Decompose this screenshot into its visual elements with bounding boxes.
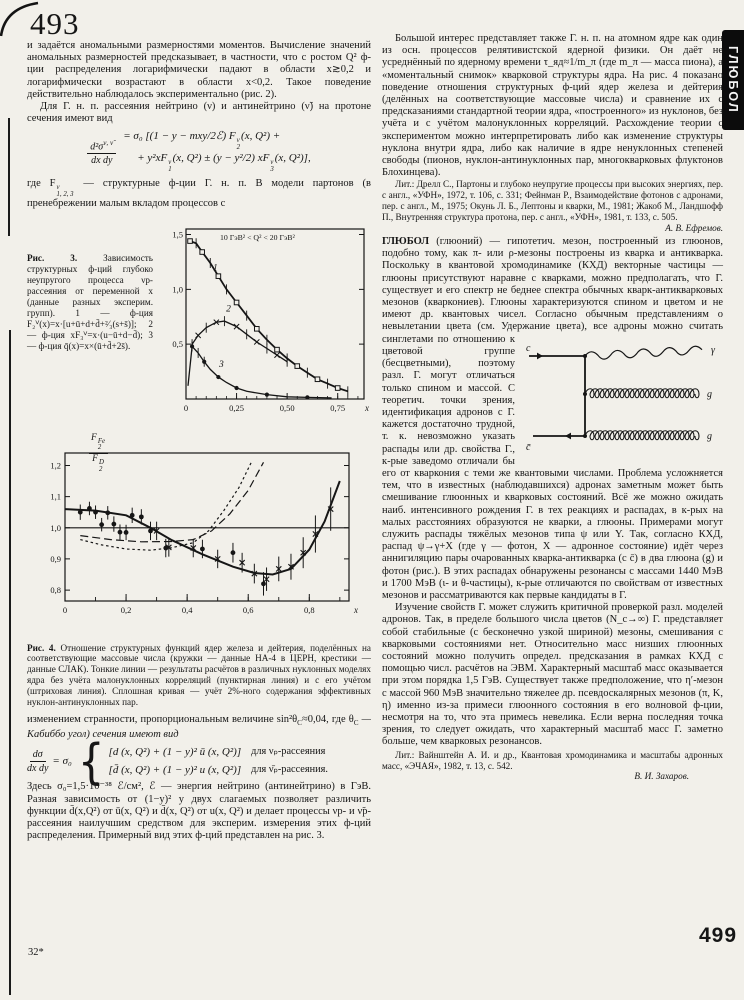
svg-text:0,6: 0,6 [242,604,254,615]
structure-functions-chart [158,215,371,433]
svg-text:0: 0 [62,604,68,615]
svg-text:g: g [707,388,712,400]
fraction: $\frac{d\sigma}{\text{dx dy}}$ [27,749,49,775]
fraction: $\frac{d^2\sigma^{\nu, \nũ}}{\text{dx dy}}$ [87,138,116,166]
svg-text:x: x [354,604,358,615]
svg-text:1,5: 1,5 [172,229,183,240]
feynman-diagram [521,336,723,458]
figure-4 [27,432,371,641]
scan-edge-line [8,118,10,236]
svg-text:0,4: 0,4 [181,604,193,615]
svg-text:γ: γ [711,344,715,356]
svg-text:c: c [526,342,531,354]
fe-d-ratio-chart [27,443,361,639]
author-signature: В. И. Захаров. [634,771,689,782]
paragraph: изменением странности, пропорциональным величине $\sin^2\theta_C\approx 0,04$, где $\theta_C$ — Кабиббо угол) сечения имеют вид [27,713,372,741]
paragraph: Здесь σ₀=1,5·10⁻³⁸ ℰ/см², ℰ — энергия нейтрино (антинейтрино) в ГэВ. Разная зависимость от (1−y)² у двух слагаемых позволяет различить функции d̄(x,Q²) от ū(x, Q²) и d̄(x, Q²) от u(x, Q²) и делает процессы νp- и ν̃p-рассеяния наилучшим средством для эксперим. измерения этих ф-ций распределения. Примерный вид этих ф-ций представлен на рис. 3. [27,781,371,842]
svg-text:g: g [707,430,712,442]
right-column [382,33,723,782]
svg-text:0: 0 [183,402,189,413]
printers-signature-mark: 32* [28,947,44,958]
svg-text:1: 1 [212,263,218,274]
svg-text:0,8: 0,8 [50,584,61,595]
literature-reference: Лит.: Вайнштейн А. И. и др., Квантовая хромодинамика и масштабы адронных масс, «ЭЧАЯ», 1982, т. 13, с. 542. [382,749,723,771]
svg-text:1,1: 1,1 [50,491,61,502]
cross-section-formula: $\frac{d^2\sigma^{\nu, \nũ}}{\text{dx dy}}$ = σ₀ [(1 − y − mxy/2ℰ) F ν 2 (x, Q²) + + y²xF ν 1 (x, Q²) ± (y − y²/2) xF ν 3 (x, Q²)], [27,130,371,173]
svg-text:3: 3 [219,359,224,370]
paragraph: где F ν 1, 2, 3 — структурные ф-ции Г. н. п. В модели партонов (в пренебрежении малым вкладом процессов с [27,177,371,210]
article-headword: ГЛЮБОЛ [382,236,430,248]
figure-4-caption: Рис. 4. Отношение структурных функций ядер железа и дейтерия, поделённых на соответствующие массовые числа (кружки — данные НА-4 в ЦЕРН, крестики — данные СЛАК). Тонкие линии — результаты расчётов в различных нуклонных моделях ядра без учёта малонуклонных корреляций (пунктирная линия) и с его учётом (штриховая линия). Сплошная кривая — учёт 2%-ного содержания эффективных нуклон-антинуклонных пар. [27,642,371,708]
page-number-right: 499 [699,924,738,947]
figure-3-caption: Рис. 3. Зависимость структурных ф-ций глубоко неупругого процесса νp-рассеяния от переменной x (данные разных эксперим. групп). 1 — ф-ция F₂ⱽ(x)=x·[u+ū+d+d̄+²⁄₃(s+s̄)]; 2 — ф-ция xF₃ⱽ=x·(u−ū+d−d̄); 3 — ф-ция q̄(x)=x×(ū+d̄+2s̄). [27,252,153,351]
paragraph: и задаётся аномальными размерностями моментов. Вычисление значений аномальных размерностей предсказывает, в частности, что с ростом Q² ф-ции распределения логарифмически падают в области x≳0,2 и логарифмически возрастают в области x<0,2. Такое поведение действительно наблюдалось экспериментально (рис. 2). [27,40,371,100]
svg-text:0,50: 0,50 [279,402,295,413]
left-column [27,40,371,843]
literature-reference: Лит.: Дрелл С., Партоны и глубоко неупругие процессы при высоких энергиях, пер. с англ., «УФН», 1972, т. 106, с. 331; Фейнман Р., Взаимодействие фотонов с адронами, пер. с англ., М., 1975; Окунь Л. Б., Лептоны и кварки, М., 1981; Жакоб М., Ландшофф П., Внутренняя структура протона, пер. с англ., «УФН», 1981, т. 133, с. 505. [382,179,723,223]
thumb-index-tab [722,30,744,130]
svg-text:0,9: 0,9 [50,553,61,564]
paragraph: Изучение свойств Г. может служить критичной проверкой разл. моделей адронов. Так, в пределе большого числа цветов (N_c→∞) Г. представляет собой стабильные (с бесконечно узкой шириной) мезоны, смешивания с кварковыми состояниями нет. Относительно масс низших глюонных состояний можно получить определ. предсказания в рамках КХД с помощью числ. расчётов на ЭВМ. Характерный масштаб масс оказывается при этом порядка 1,5 ГэВ. Существует также предположение, что η′-мезон с массой 960 МэВ значительно тяжелее др. псевдоскалярных мезонов (π, K, η) именно из-за примеси глюонного состояния в его волновой ф-ции, несмотря на то, что эта примесь невелика. Если верна последняя точка зрения, то следует ожидать, что характерный масштаб масс Г. заметно больше, чем кварковых резонансов. [382,602,723,748]
svg-text:0,75: 0,75 [330,402,346,413]
svg-text:2: 2 [226,303,231,314]
svg-text:1,0: 1,0 [50,522,61,533]
page-curl-mark [0,0,44,44]
svg-text:0,2: 0,2 [120,604,132,615]
scan-edge-line [9,330,11,995]
curly-brace: { [77,733,105,791]
page-number-left: 493 [30,6,80,41]
thumb-index-label: ГЛЮБОЛ [726,46,740,114]
svg-text:0,25: 0,25 [229,402,245,413]
svg-text:c̄: c̄ [526,441,531,453]
paragraph: Большой интерес представляет также Г. н. п. на атомном ядре как один из осн. процессов релятивистской ядерной физики. Он даёт не усреднённый по ядерному времени τ_яд≈1/m_π (где m_π — масса пиона), а «моментальный снимок» кварковой структуры ядра. На рис. 4 показано поведение отношения структурных ф-ций ядер железа и дейтерия (делённых на соответствующие массовые числа) и сравнение их с предсказаниями стандартной теории ядра, «построенного» из нуклонов, без учёта и с учётом малонуклонных корреляций. Расхождение теории с экспериментом можно интерпретировать либо как изменение структуры нуклона внутри ядра, либо как наличие в ядре ненуклонных степеней свободы (пионов, нуклон-антинуклонных пар, многокварковых флуктонов Блохинцева). [382,33,723,179]
neutrino-cases-formula: $\frac{d\sigma}{\text{dx dy}}$ = σ₀ { [d (x, Q²) + (1 − y)² ū (x, Q²)] для νₚ-рассеяния [d̄ (x, Q²) + (1 − y)² u (x, Q²)] для ν̄ₚ-рассеяния. [27,733,328,791]
svg-text:1,0: 1,0 [172,283,183,294]
svg-text:0,8: 0,8 [303,604,315,615]
fig4-y-axis-label: F Fe 2 F D 2 [89,433,108,474]
svg-text:x: x [365,402,369,413]
article-glubol: ГЛЮБОЛ (глюоний) — гипотетич. мезон, построенный из глюонов, подобно тому, как π- или ρ-мезоны построены из кварка и антикварка. Поскольку в квантовой хромодинамике (КХД) векторные частицы — глюоны присутствуют наравне с кварками, можно предполагать, что Г. существует и его спектр не беднее спектра обычных кварк-антикварковых мезонов (кваркониев). Глюоны характеризуются спином и цветом и не имеют др. квантовых чисел. Согласно обычным представлениям о невылетании цвета (см. Удержание цвета), все c c̄ γ g g адроны можно считать синглетами по отношению к цветовой группе (бесцветными), поэтому разл. Г. могут отличаться только спином и массой. С теоретич. точки зрения, идентификация адронов с Г. кажется достаточно трудной, т. к. невозможно указать распады или др. свойства Г., к-рые заведомо отличали бы его от кваркония с теми же квантовыми числами. Проблема усложняется тем, что в известных (наблюдавшихся) адронах заметным может быть смешивание глюонных и кварковых состояний. Всё же можно ожидать наиб. интенсивного рождения Г. в тех реакциях и распадах, в к-рых на малых расстояниях образуются не кварки, а глюоны. Примерами могут служить распады тяжёлых мезонов типа ψ или Υ. Так, согласно КХД, распад ψ→γ+X (где γ — фотон, X — адронное состояние) идёт через аннигиляцию пары очарованных кварка-антикварка (c c̄) в два глюона (g) и фотон (рис.). В этих распадах обнаружены резонансы с массами 1440 МэВ и 1700 МэВ (ι- и θ-частицы), к-рые отличаются по свойствам от известных мезонов и рассматриваются как первые кандидаты в Г. [382,236,723,601]
svg-text:1,2: 1,2 [50,460,61,471]
figure-3 [27,215,371,433]
svg-text:0,5: 0,5 [172,338,183,349]
author-signature: А. В. Ефремов. [665,223,723,234]
paragraph: Для Г. н. п. рассеяния нейтрино (ν) и антинейтрино (ν̃) на протоне сечения имеют вид [27,101,371,125]
svg-text:10 ГэВ² < Q² < 20 ГэВ²: 10 ГэВ² < Q² < 20 ГэВ² [220,232,295,242]
